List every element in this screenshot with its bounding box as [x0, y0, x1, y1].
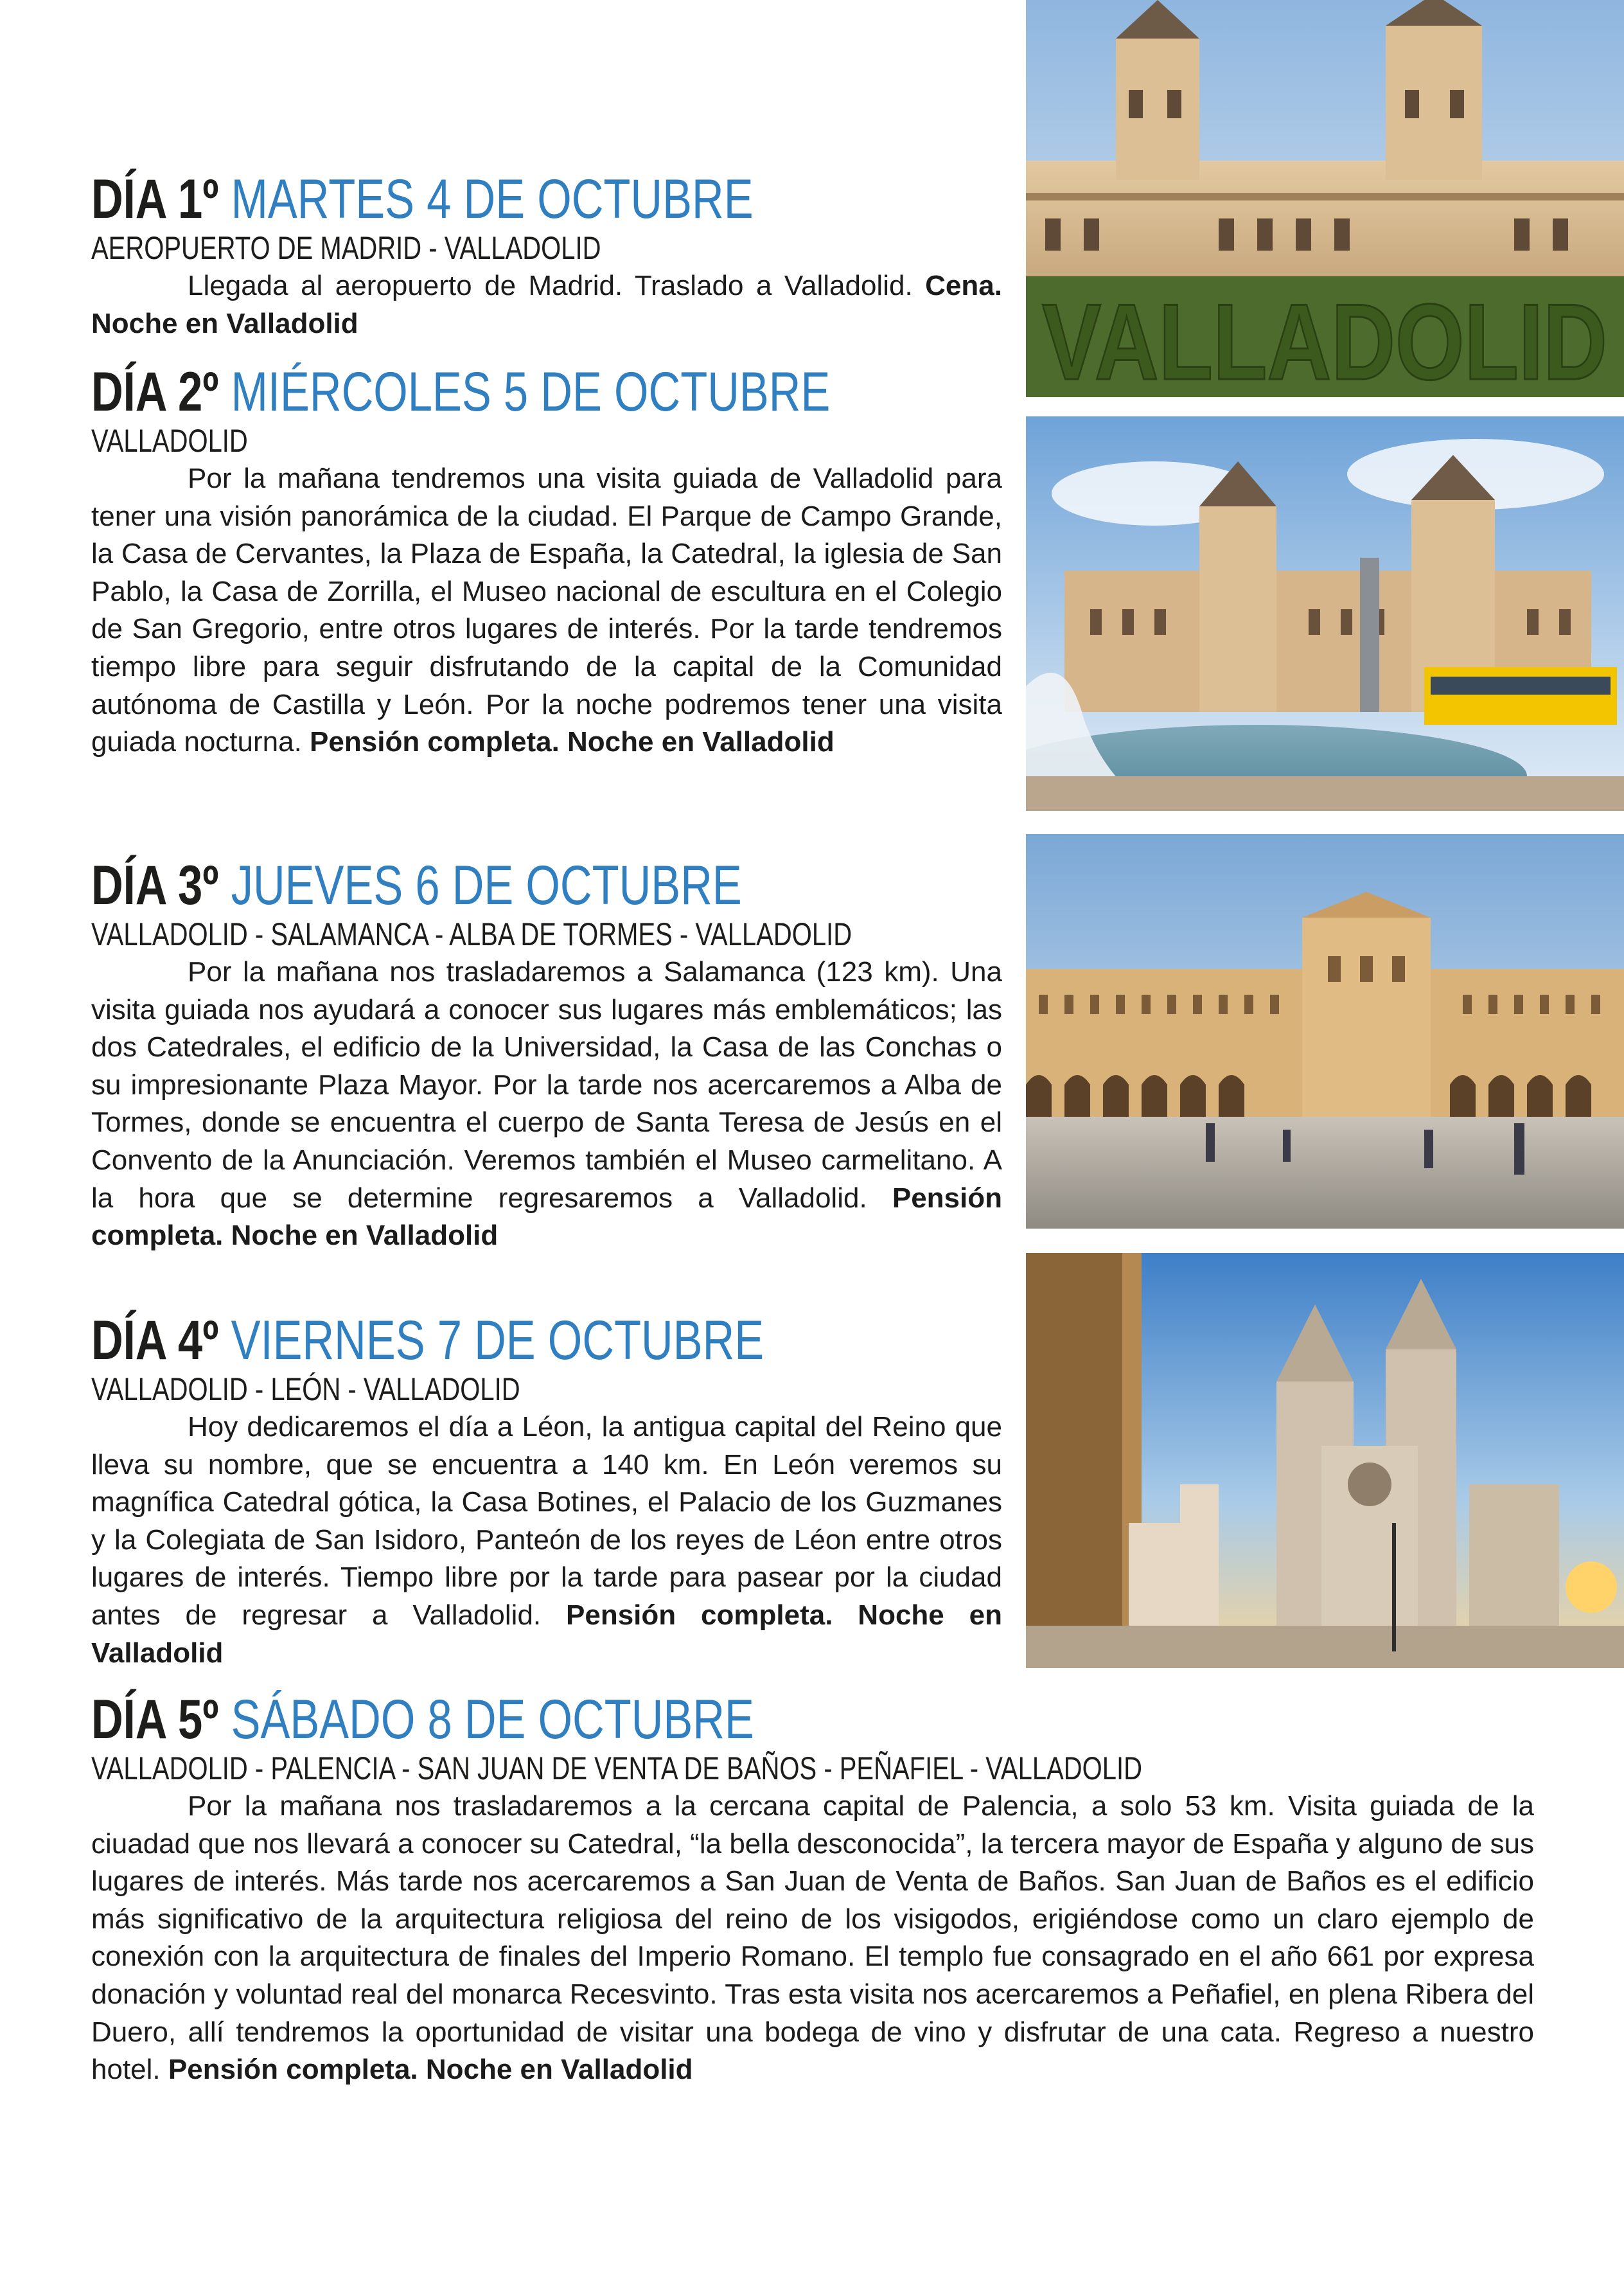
day-4-date: VIERNES 7 DE OCTUBRE	[231, 1310, 764, 1371]
day-3-board: Pensión completa. Noche en Valladolid	[91, 1182, 1002, 1252]
day-2-description: Por la mañana tendremos una visita guiada de Valladolid para tener una visión panorámica de la ciudad. El Parque de Campo Grande, la Casa de Cervantes, la Plaza de España, la Catedral, la iglesia de San Pablo, la Casa de Zorrilla, el Museo nacional de escultura en el Colegio de San Gregorio, entre otros lugares de interés. Por la tarde tendremos tiempo libre para seguir disfrutando de la capital de la Comunidad autónoma de Castilla y León. Por la noche podremos tener una visita guiada nocturna. Pensión completa. Noche en Valladolid	[91, 463, 1002, 758]
day-1-description: Llegada al aeropuerto de Madrid. Traslado a Valladolid. Cena. Noche en Valladolid	[91, 270, 1002, 339]
day-1-route: AEROPUERTO DE MADRID - VALLADOLID	[91, 230, 601, 266]
day-5-route: VALLADOLID - PALENCIA - SAN JUAN DE VENTA DE BAÑOS - PEÑAFIEL - VALLADOLID	[91, 1750, 1143, 1786]
photo-valladolid-plaza	[1026, 416, 1624, 811]
day-2-board: Pensión completa. Noche en Valladolid	[310, 726, 834, 758]
day-5-date: SÁBADO 8 DE OCTUBRE	[231, 1689, 754, 1750]
day-3-date: JUEVES 6 DE OCTUBRE	[231, 855, 742, 916]
photo-leon-cathedral	[1026, 1253, 1624, 1668]
day-5-section	[91, 1689, 1534, 2089]
day-3-route: VALLADOLID - SALAMANCA - ALBA DE TORMES - VALLADOLID	[91, 916, 852, 952]
day-4-route: VALLADOLID - LEÓN - VALLADOLID	[91, 1371, 520, 1407]
day-1-date: MARTES 4 DE OCTUBRE	[231, 168, 754, 230]
day-4-number: DÍA 4º	[91, 1310, 219, 1371]
day-1-section	[91, 168, 1002, 342]
photo-valladolid-sign: VALLADOLID	[1042, 281, 1607, 397]
day-5-board: Pensión completa. Noche en Valladolid	[168, 2054, 693, 2086]
day-2-date: MIÉRCOLES 5 DE OCTUBRE	[231, 361, 831, 423]
day-4-heading	[91, 1310, 820, 1371]
day-1-heading	[91, 168, 820, 230]
day-3-heading	[91, 855, 852, 916]
photo-valladolid-academy	[1026, 0, 1624, 397]
day-2-heading	[91, 361, 830, 423]
day-3-number: DÍA 3º	[91, 855, 219, 916]
photo-salamanca-plaza-mayor	[1026, 834, 1624, 1229]
day-4-section	[91, 1310, 1002, 1672]
day-2-number: DÍA 2º	[91, 361, 219, 423]
day-3-description: Por la mañana nos trasladaremos a Salamanca (123 km). Una visita guiada nos ayudará a conocer sus lugares más emblemáticos; las dos Catedrales, el edificio de la Universidad, la Casa de las Conchas o su impresionante Plaza Mayor. Por la tarde nos acercaremos a Alba de Tormes, donde se encuentra el cuerpo de Santa Teresa de Jesús en el Convento de la Anunciación. Veremos también el Museo carmelitano. A la hora que se determine regresaremos a Valladolid. Pensión completa. Noche en Valladolid	[91, 956, 1002, 1252]
day-2-route: VALLADOLID	[91, 423, 248, 459]
day-2-section	[91, 361, 1015, 761]
day-3-section	[91, 855, 1042, 1255]
day-5-number: DÍA 5º	[91, 1689, 219, 1750]
day-4-board: Pensión completa. Noche en Valladolid	[91, 1599, 1002, 1669]
day-1-number: DÍA 1º	[91, 168, 219, 230]
day-5-heading	[91, 1689, 1246, 1750]
day-5-description: Por la mañana nos trasladaremos a la cercana capital de Palencia, a solo 53 km. Visita guiada de la ciuadad que nos llevará a conocer su Catedral, “la bella desconocida”, la tercera mayor de España y alguno de sus lugares de interés. Más tarde nos acercaremos a San Juan de Venta de Baños. San Juan de Baños es el edificio más significativo de la arquitectura religiosa del reino de los visigodos, erigiéndose como un claro ejemplo de conexión con la arquitectura de finales del Imperio Romano. El templo fue consagrado en el año 661 por expresa donación y voluntad real del monarca Recesvinto. Tras esta visita nos acercaremos a Peñafiel, en plena Ribera del Duero, allí tendremos la oportunidad de visitar una bodega de vino y disfrutar de una cata. Regreso a nuestro hotel. Pensión completa. Noche en Valladolid	[91, 1790, 1534, 2086]
day-4-description: Hoy dedicaremos el día a Léon, la antigua capital del Reino que lleva su nombre, que se encuentra a 140 km. En León veremos su magnífica Catedral gótica, la Casa Botines, el Palacio de los Guzmanes y la Colegiata de San Isidoro, Panteón de los reyes de Léon entre otros lugares de interés. Tiempo libre por la tarde para pasear por la ciudad antes de regresar a Valladolid. Pensión completa. Noche en Valladolid	[91, 1411, 1002, 1669]
day-1-board: Cena. Noche en Valladolid	[91, 270, 1002, 339]
